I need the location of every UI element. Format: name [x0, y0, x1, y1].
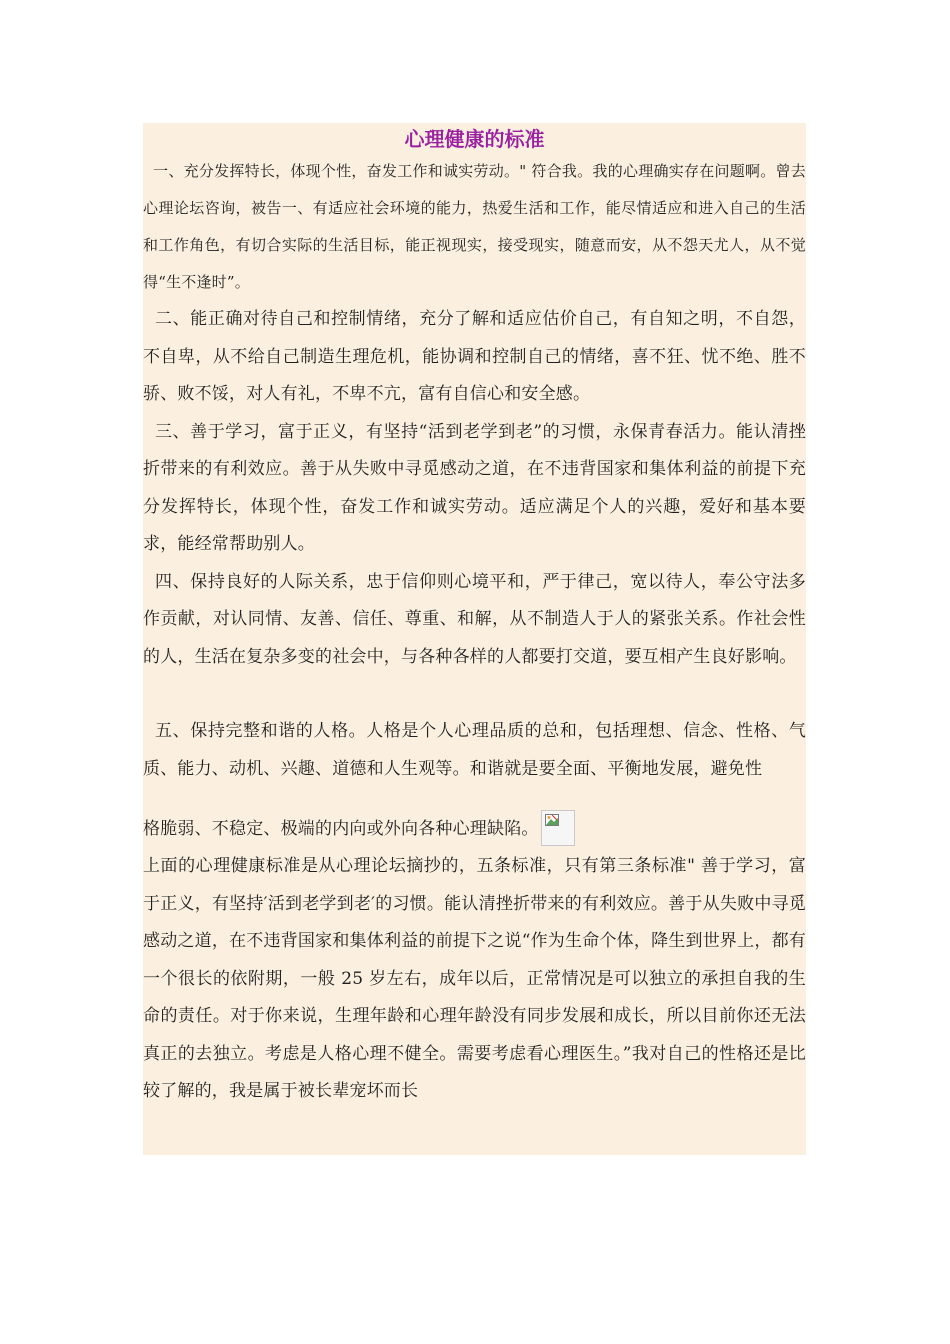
- broken-image-icon[interactable]: [541, 810, 575, 846]
- image-placeholder-icon: [545, 814, 559, 826]
- page-title: 心理健康的标准: [404, 127, 545, 151]
- paragraph-4: 四、保持良好的人际关系，忠于信仰则心境平和，严于律己，宽以待人，奉公守法多作贡献，对认同情、友善、信任、尊重、和解，从不制造人于人的紧张关系。作社会性的人，生活在复杂多变的社会中，与各种各样的人都要打交道，要互相产生良好影响。: [143, 571, 806, 667]
- paragraph-1: 一、充分发挥特长，体现个性，奋发工作和诚实劳动。" 符合我。我的心理确实存在问题啊。曾去心理论坛咨询，被告一、有适应社会环境的能力，热爱生活和工作，能尽情适应和进入自己的生活和工作角色，有切合实际的生活目标，能正视现实，接受现实，随意而安，从不怨天尤人，从不觉得“生不逢时”。: [143, 162, 806, 291]
- paragraph-6: 上面的心理健康标准是从心理论坛摘抄的，五条标准，只有第三条标准" 善于学习，富于正义，有坚持′活到老学到老′的习惯。能认清挫折带来的有利效应。善于从失败中寻觅感动之道，在不违背国家和集体利益的前提下之说“作为生命个体，降生到世界上，都有一个很长的依附期，一般 25 岁左右，成年以后，正常情况是可以独立的承担自我的生命的责任。对于你来说，生理年龄和心理年龄没有同步发展和成长，所以目前你还无法真正的去独立。考虑是人格心理不健全。需要考虑看心理医生。”我对自己的性格还是比较了解的，我是属于被长辈宠坏而长: [143, 856, 806, 1101]
- paragraph-5-tail: 格脆弱、不稳定、极端的内向或外向各种心理缺陷。: [143, 818, 539, 839]
- paragraph-5: 五、保持完整和谐的人格。人格是个人心理品质的总和，包括理想、信念、性格、气质、能力、动机、兴趣、道德和人生观等。和谐就是要全面、平衡地发展，避免性: [143, 721, 806, 779]
- document-body: [143, 123, 806, 1155]
- paragraph-5-end: [143, 810, 806, 848]
- paragraph-3: 三、善于学习，富于正义，有坚持“活到老学到老”的习惯，永保青春活力。能认清挫折带来的有利效应。善于从失败中寻觅感动之道，在不违背国家和集体利益的前提下充分发挥特长，体现个性，奋发工作和诚实劳动。适应满足个人的兴趣，爱好和基本要求，能经常帮助别人。: [143, 421, 806, 554]
- paragraph-2: 二、能正确对待自己和控制情绪，充分了解和适应估价自己，有自知之明，不自怨，不自卑，从不给自己制造生理危机，能协调和控制自己的情绪，喜不狂、忧不绝、胜不骄、败不馁，对人有礼，不卑不亢，富有自信心和安全感。: [143, 309, 806, 404]
- blank-line: [143, 676, 806, 713]
